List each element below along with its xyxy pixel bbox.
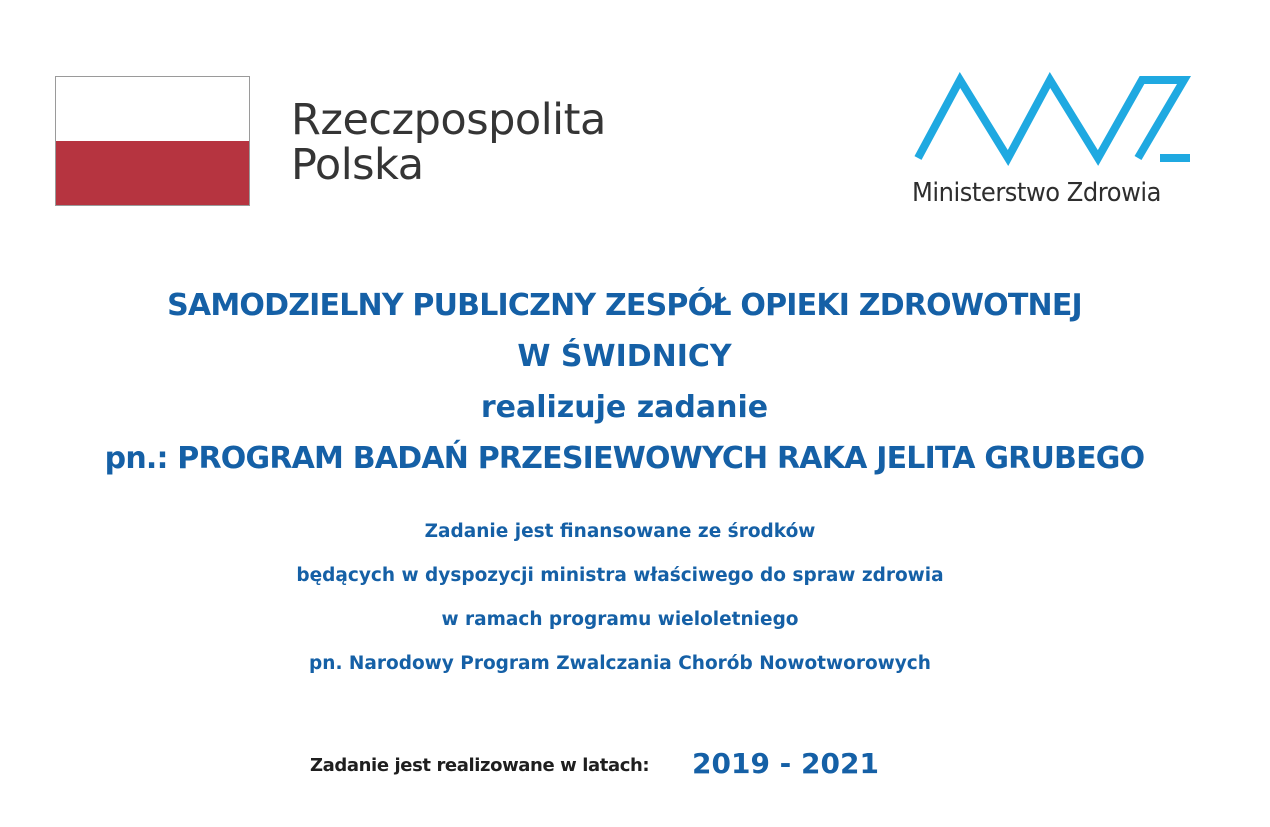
headline-program: pn.: PROGRAM BADAŃ PRZESIEWOWYCH RAKA JELITA GRUBEGO — [104, 441, 1145, 476]
ministry-name: Ministerstwo Zdrowia — [912, 178, 1161, 208]
period-value: 2019 - 2021 — [692, 747, 879, 780]
period-label: Zadanie jest realizowane w latach: — [310, 755, 650, 776]
country-name-line2: Polska — [291, 140, 424, 190]
country-name-line1: Rzeczpospolita — [291, 95, 606, 145]
headline-intro: realizuje zadanie — [480, 390, 769, 425]
funding-note — [0, 510, 1240, 686]
headline-institution: SAMODZIELNY PUBLICZNY ZESPÓŁ OPIEKI ZDROWOTNEJ — [167, 288, 1082, 323]
funding-line-2: będących w dyspozycji ministra właściwego do spraw zdrowia — [296, 565, 944, 586]
ministry-logo-mark — [918, 80, 1184, 158]
funding-line-3: w ramach programu wieloletniego — [441, 609, 799, 630]
headline-location: W ŚWIDNICY — [517, 339, 732, 374]
country-name — [291, 95, 606, 190]
funding-line-4: pn. Narodowy Program Zwalczania Chorób Nowotworowych — [309, 653, 931, 674]
flag-white-stripe — [56, 77, 249, 141]
funding-line-1: Zadanie jest finansowane ze środków — [424, 521, 816, 542]
flag-red-stripe — [56, 141, 249, 206]
polish-flag — [55, 76, 250, 206]
headline — [0, 280, 1249, 484]
